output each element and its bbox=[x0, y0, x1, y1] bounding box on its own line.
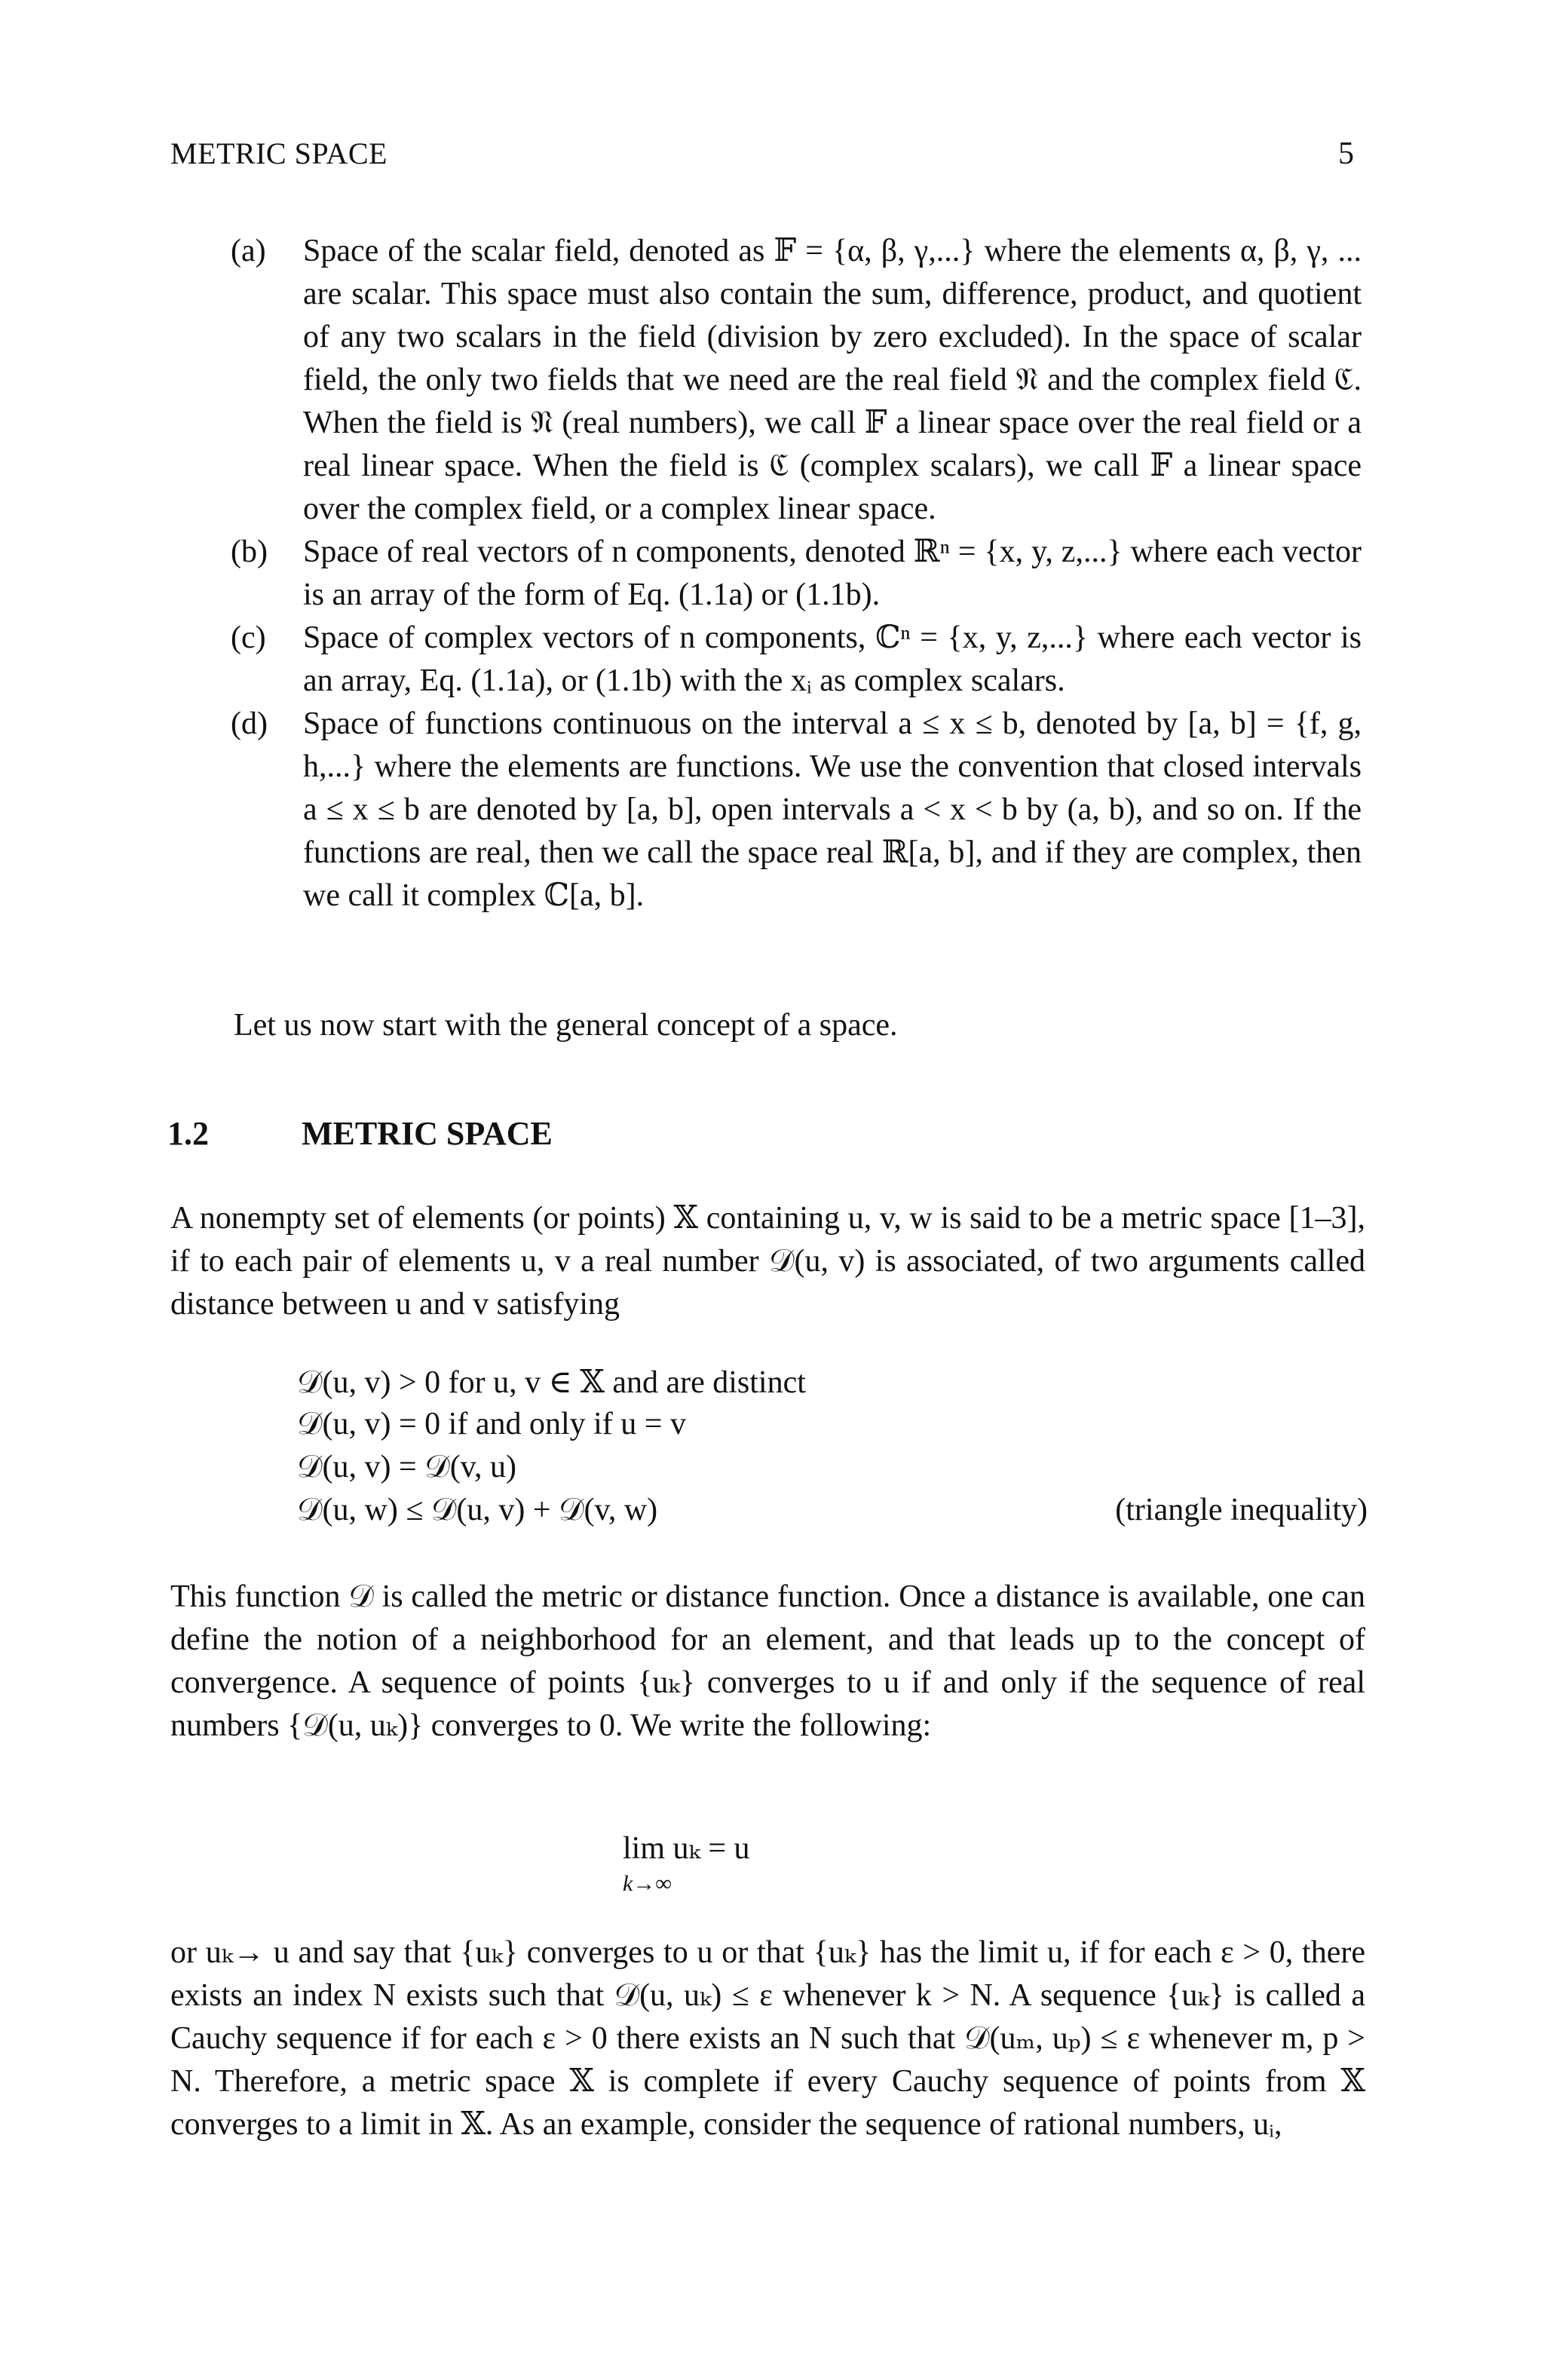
paragraph-metric-function: This function 𝒟 is called the metric or distance function. Once a distance is available, one can define the notion of a neighborhood for an element, and that leads up to the concept of convergence. A sequence of points {uₖ} converges to u if and only if the sequence of real numbers {𝒟(u, uₖ)} converges to 0. We write the following: bbox=[170, 1579, 1365, 1743]
list-item-label: (b) bbox=[231, 535, 268, 569]
list-item-label: (a) bbox=[231, 234, 266, 268]
paragraph-metric-definition: A nonempty set of elements (or points) 𝕏 containing u, v, w is said to be a metric space [1–3], if to each pair of elements u, v a real number 𝒟(u, v) is associated, of two arguments called distance between u and v satisfying bbox=[170, 1201, 1365, 1322]
paragraph-cauchy-sequence: or uₖ→ u and say that {uₖ} converges to u or that {uₖ} has the limit u, if for each ε > 0, there exists an index N exists such that 𝒟(u, uₖ) ≤ ε whenever k > N. A sequence {uₖ} is called a Cauchy sequence if for each ε > 0 there exists an N such that 𝒟(uₘ, uₚ) ≤ ε whenever m, p > N. Therefore, a metric space 𝕏 is complete if every Cauchy sequence of points from 𝕏 converges to a limit in 𝕏. As an example, consider the sequence of rational numbers, uᵢ, bbox=[170, 1935, 1365, 2142]
equation: 𝒟(u, v) = 0 if and only if u = v bbox=[297, 1407, 686, 1441]
section-heading bbox=[167, 1114, 553, 1153]
list-item-text: Space of functions continuous on the interval a ≤ x ≤ b, denoted by [a, b] = {f, g, h,...} where the elements are functions. We use the convention that closed intervals a ≤ x ≤ b are denoted by [a, b], open intervals a < x < b by (a, b), and so on. If the functions are real, then we call the space real ℝ[a, b], and if they are complex, then we call it complex ℂ[a, b]. bbox=[303, 706, 1362, 913]
section-title: METRIC SPACE bbox=[302, 1115, 553, 1152]
equation: 𝒟(u, v) > 0 for u, v ∈ 𝕏 and are distinct bbox=[297, 1365, 806, 1400]
equation-line bbox=[297, 1449, 1368, 1492]
limit-subscript: k→∞ bbox=[623, 1871, 672, 1896]
list-item bbox=[231, 230, 1362, 531]
section-number: 1.2 bbox=[167, 1115, 209, 1152]
equation-line bbox=[297, 1406, 1368, 1449]
list-item bbox=[231, 531, 1362, 617]
list-item bbox=[231, 617, 1362, 703]
metric-axioms bbox=[297, 1363, 1368, 1535]
equation-note: (triangle inequality) bbox=[1115, 1493, 1368, 1527]
equation-line bbox=[297, 1363, 1368, 1406]
list-item bbox=[231, 703, 1362, 917]
limit-expression: lim uₖ = u bbox=[623, 1831, 750, 1866]
closing-sentence: Let us now start with the general concept of a space. bbox=[234, 1008, 898, 1043]
page-header bbox=[170, 136, 1354, 181]
running-head: METRIC SPACE bbox=[170, 136, 388, 170]
list-item-text: Space of real vectors of n components, denoted ℝⁿ = {x, y, z,...} where each vector is an array of the form of Eq. (1.1a) or (1.1b). bbox=[303, 535, 1362, 612]
equation-line bbox=[297, 1492, 1368, 1535]
list-item-text: Space of the scalar field, denoted as 𝔽 = {α, β, γ,...} where the elements α, β, γ, ... are scalar. This space must also contain the sum, difference, product, and quotient of any two scalars in the field (division by zero excluded). In the space of scalar field, the only two fields that we need are the real field 𝔑 and the complex field ℭ. When the field is 𝔑 (real numbers), we call 𝔽 a linear space over the real field or a real linear space. When the field is ℭ (complex scalars), we call 𝔽 a linear space over the complex field, or a complex linear space. bbox=[303, 234, 1362, 526]
space-examples-list bbox=[231, 230, 1362, 917]
equation: 𝒟(u, w) ≤ 𝒟(u, v) + 𝒟(v, w) bbox=[297, 1493, 658, 1527]
list-item-text: Space of complex vectors of n components, ℂⁿ = {x, y, z,...} where each vector is an array, Eq. (1.1a), or (1.1b) with the xᵢ as complex scalars. bbox=[303, 620, 1362, 698]
equation: 𝒟(u, v) = 𝒟(v, u) bbox=[297, 1450, 516, 1484]
list-item-label: (c) bbox=[231, 620, 266, 655]
list-item-label: (d) bbox=[231, 706, 268, 741]
page-number: 5 bbox=[1338, 136, 1354, 171]
